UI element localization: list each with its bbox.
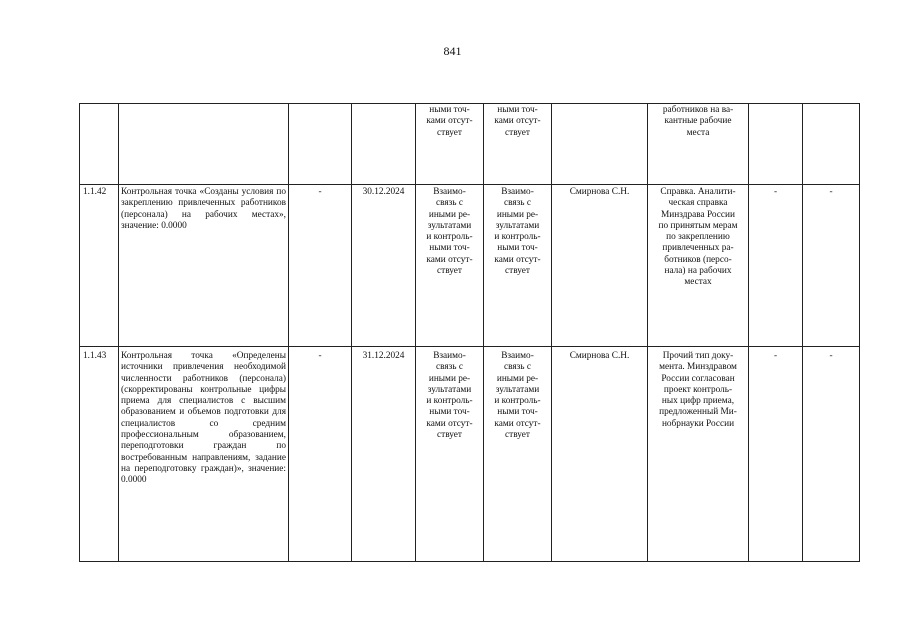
responsible-cell: Смирнова С.Н. bbox=[552, 185, 648, 347]
page-number: 841 bbox=[443, 44, 462, 58]
extra-cell-1: - bbox=[749, 185, 803, 347]
extra-cell-2 bbox=[803, 104, 860, 185]
extra-cell-2: - bbox=[803, 185, 860, 347]
table-row bbox=[80, 347, 860, 562]
relation-cell-a: Взаимо- связь с иными ре- зультатами и контроль- ными точ- ками отсут- ствует bbox=[416, 185, 484, 347]
row-number-cell: 1.1.43 bbox=[80, 347, 119, 562]
extra-cell-1 bbox=[749, 104, 803, 185]
extra-cell-1: - bbox=[749, 347, 803, 562]
document-cell: Прочий тип доку- мента. Минздравом России согласован проект контроль- ных цифр приема, предложенный Ми- нобрнауки России bbox=[648, 347, 749, 562]
extra-cell-2: - bbox=[803, 347, 860, 562]
base-date-cell bbox=[289, 104, 352, 185]
relation-cell-b: Взаимо- связь с иными ре- зультатами и контроль- ными точ- ками отсут- ствует bbox=[484, 347, 552, 562]
table-row bbox=[80, 104, 860, 185]
end-date-cell: 30.12.2024 bbox=[352, 185, 416, 347]
responsible-cell: Смирнова С.Н. bbox=[552, 347, 648, 562]
base-date-cell: - bbox=[289, 347, 352, 562]
row-number-cell bbox=[80, 104, 119, 185]
end-date-cell: 31.12.2024 bbox=[352, 347, 416, 562]
relation-cell-b: ными точ- ками отсут- ствует bbox=[484, 104, 552, 185]
responsible-cell bbox=[552, 104, 648, 185]
control-point-name-cell bbox=[119, 104, 289, 185]
table-row bbox=[80, 185, 860, 347]
control-point-name-cell: Контрольная точка «Определены источники привлечения необходимой численности работников (персонала) (скорректированы контрольные цифры приема для специалистов с высшим образованием и объемов подготовки для специалистов со средним профессиональным образованием, переподготовки граждан по востребованным направлениям, задание на переподготовку граждан)», значение: 0.0000 bbox=[119, 347, 289, 562]
control-points-table bbox=[79, 103, 860, 562]
relation-cell-a: ными точ- ками отсут- ствует bbox=[416, 104, 484, 185]
end-date-cell bbox=[352, 104, 416, 185]
control-point-name-cell: Контрольная точка «Созданы условия по закреплению привлеченных работников (персонала) на рабочих местах», значение: 0.0000 bbox=[119, 185, 289, 347]
document-cell: работников на ва- кантные рабочие места bbox=[648, 104, 749, 185]
relation-cell-b: Взаимо- связь с иными ре- зультатами и контроль- ными точ- ками отсут- ствует bbox=[484, 185, 552, 347]
document-cell: Справка. Аналити- ческая справка Минздрава России по принятым мерам по закреплению привлеченных ра- ботников (персо- нала) на рабочих местах bbox=[648, 185, 749, 347]
base-date-cell: - bbox=[289, 185, 352, 347]
relation-cell-a: Взаимо- связь с иными ре- зультатами и контроль- ными точ- ками отсут- ствует bbox=[416, 347, 484, 562]
row-number-cell: 1.1.42 bbox=[80, 185, 119, 347]
